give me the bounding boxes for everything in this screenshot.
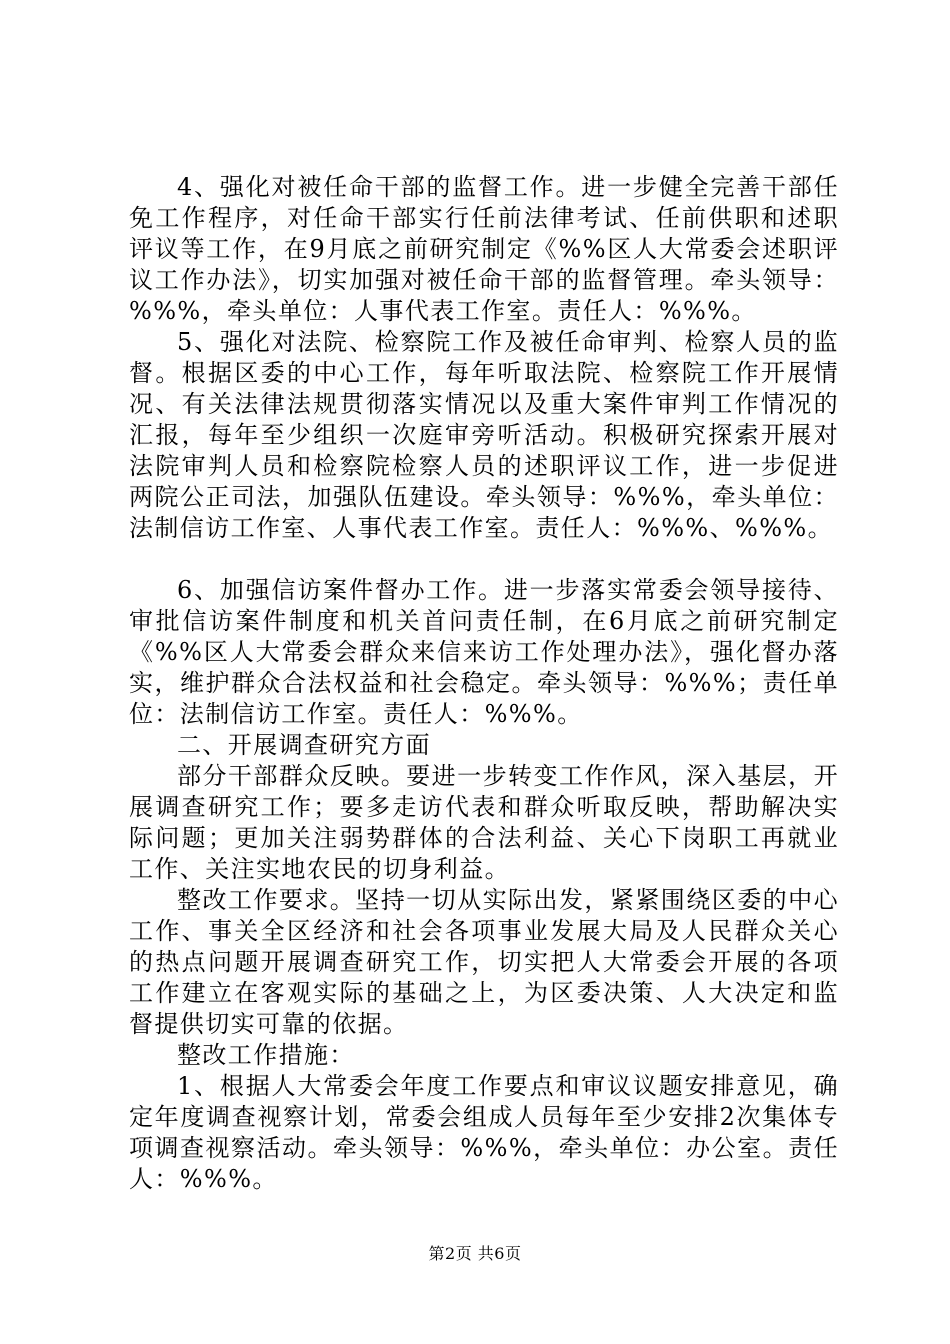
page-number-footer: 第2页 共6页 [428, 1244, 522, 1263]
paragraph-item-4-supervision: 4、强化对被任命干部的监督工作。进一步健全完善干部任免工作程序，对任命干部实行任前法律考试、任前供职和述职评议等工作，在9月底之前研究制定《%%区人大常委会述职评议工作办法》，切实加强对被任命干部的监督管理。牵头领导：%%%，牵头单位：人事代表工作室。责任人：%%%。 [129, 173, 839, 325]
paragraph-measure-1: 1、根据人大常委会年度工作要点和审议议题安排意见，确定年度调查视察计划，常委会组成人员每年至少安排2次集体专项调查视察活动。牵头领导：%%%，牵头单位：办公室。责任人：%%%。 [129, 1072, 839, 1193]
section-heading-research: 二、开展调查研究方面 [177, 731, 431, 759]
paragraph-feedback: 部分干部群众反映。要进一步转变工作作风，深入基层，开展调查研究工作；要多走访代表和群众听取反映，帮助解决实际问题；更加关注弱势群体的合法利益、关心下岗职工再就业工作、关注实地农民的切身利益。 [129, 762, 839, 883]
paragraph-measures-heading: 整改工作措施： [177, 1041, 355, 1069]
document-body [129, 172, 839, 1195]
paragraph-item-5-courts: 5、强化对法院、检察院工作及被任命审判、检察人员的监督。根据区委的中心工作，每年听取法院、检察院工作开展情况、有关法律法规贯彻落实情况以及重大案件审判工作情况的汇报，每年至少组织一次庭审旁听活动。积极研究探索开展对法院审判人员和检察院检察人员的述职评议工作，进一步促进两院公正司法，加强队伍建设。牵头领导：%%%，牵头单位：法制信访工作室、人事代表工作室。责任人：%%%、%%%。 [129, 328, 839, 542]
paragraph-item-6-petitions: 6、加强信访案件督办工作。进一步落实常委会领导接待、审批信访案件制度和机关首问责任制，在6月底之前研究制定《%%区人大常委会群众来信来访工作处理办法》，强化督办落实，维护群众合法权益和社会稳定。牵头领导：%%%；责任单位：法制信访工作室。责任人：%%%。 [129, 576, 839, 728]
paragraph-requirements: 整改工作要求。坚持一切从实际出发，紧紧围绕区委的中心工作、事关全区经济和社会各项事业发展大局及人民群众关心的热点问题开展调查研究工作，切实把人大常委会开展的各项工作建立在客观实际的基础之上，为区委决策、人大决定和监督提供切实可靠的依据。 [129, 886, 839, 1038]
